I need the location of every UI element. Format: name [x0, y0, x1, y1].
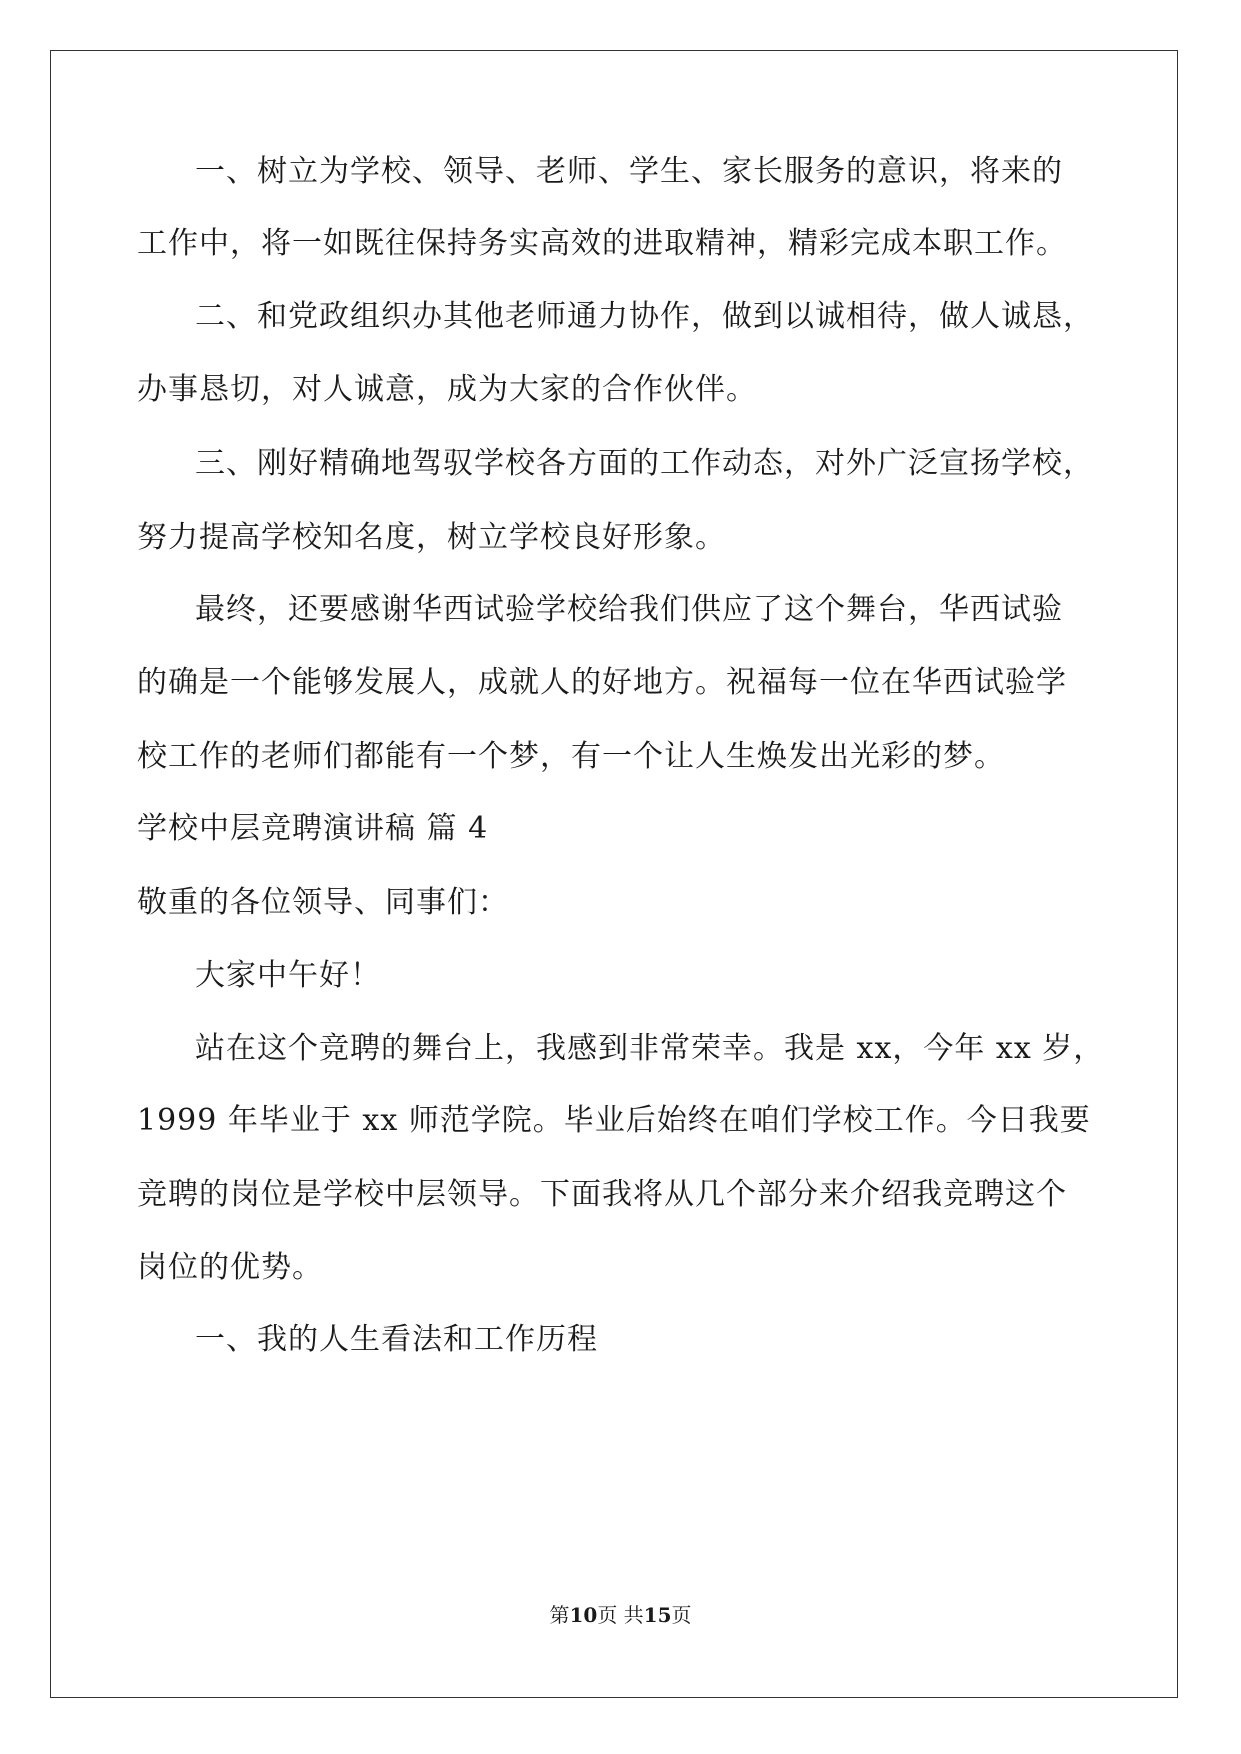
subsection-heading: 一、我的人生看法和工作历程	[195, 1322, 598, 1357]
greeting: 大家中午好！	[195, 958, 381, 993]
footer-prefix: 第	[549, 1603, 570, 1627]
paragraph-line: 岗位的优势。	[137, 1250, 323, 1285]
total-page-count: 15	[643, 1603, 672, 1627]
paragraph-line: 二、和党政组织办其他老师通力协作，做到以诚相待，做人诚恳，	[195, 299, 1094, 334]
paragraph-line: 最终，还要感谢华西试验学校给我们供应了这个舞台，华西试验	[195, 592, 1063, 627]
footer-suffix: 页	[671, 1603, 692, 1627]
paragraph-line: 竞聘的岗位是学校中层领导。下面我将从几个部分来介绍我竞聘这个	[137, 1177, 1067, 1212]
footer-middle: 页 共	[597, 1603, 644, 1627]
paragraph-line: 努力提高学校知名度，树立学校良好形象。	[137, 520, 726, 555]
paragraph-line: 一、树立为学校、领导、老师、学生、家长服务的意识，将来的	[195, 154, 1063, 189]
page-footer	[0, 1602, 1241, 1628]
paragraph-line: 的确是一个能够发展人，成就人的好地方。祝福每一位在华西试验学	[137, 665, 1067, 700]
paragraph-line: 办事恳切，对人诚意，成为大家的合作伙伴。	[137, 372, 757, 407]
current-page-number: 10	[569, 1603, 598, 1627]
section-heading: 学校中层竞聘演讲稿 篇 4	[137, 811, 489, 846]
paragraph-line: 站在这个竞聘的舞台上，我感到非常荣幸。我是 xx，今年 xx 岁，	[195, 1031, 1105, 1066]
paragraph-line: 工作中，将一如既往保持务实高效的进取精神，精彩完成本职工作。	[137, 226, 1067, 261]
paragraph-line: 1999 年毕业于 xx 师范学院。毕业后始终在咱们学校工作。今日我要	[137, 1103, 1091, 1138]
salutation: 敬重的各位领导、同事们：	[137, 885, 509, 920]
paragraph-line: 校工作的老师们都能有一个梦，有一个让人生焕发出光彩的梦。	[137, 739, 1005, 774]
paragraph-line: 三、刚好精确地驾驭学校各方面的工作动态，对外广泛宣扬学校，	[195, 446, 1094, 481]
